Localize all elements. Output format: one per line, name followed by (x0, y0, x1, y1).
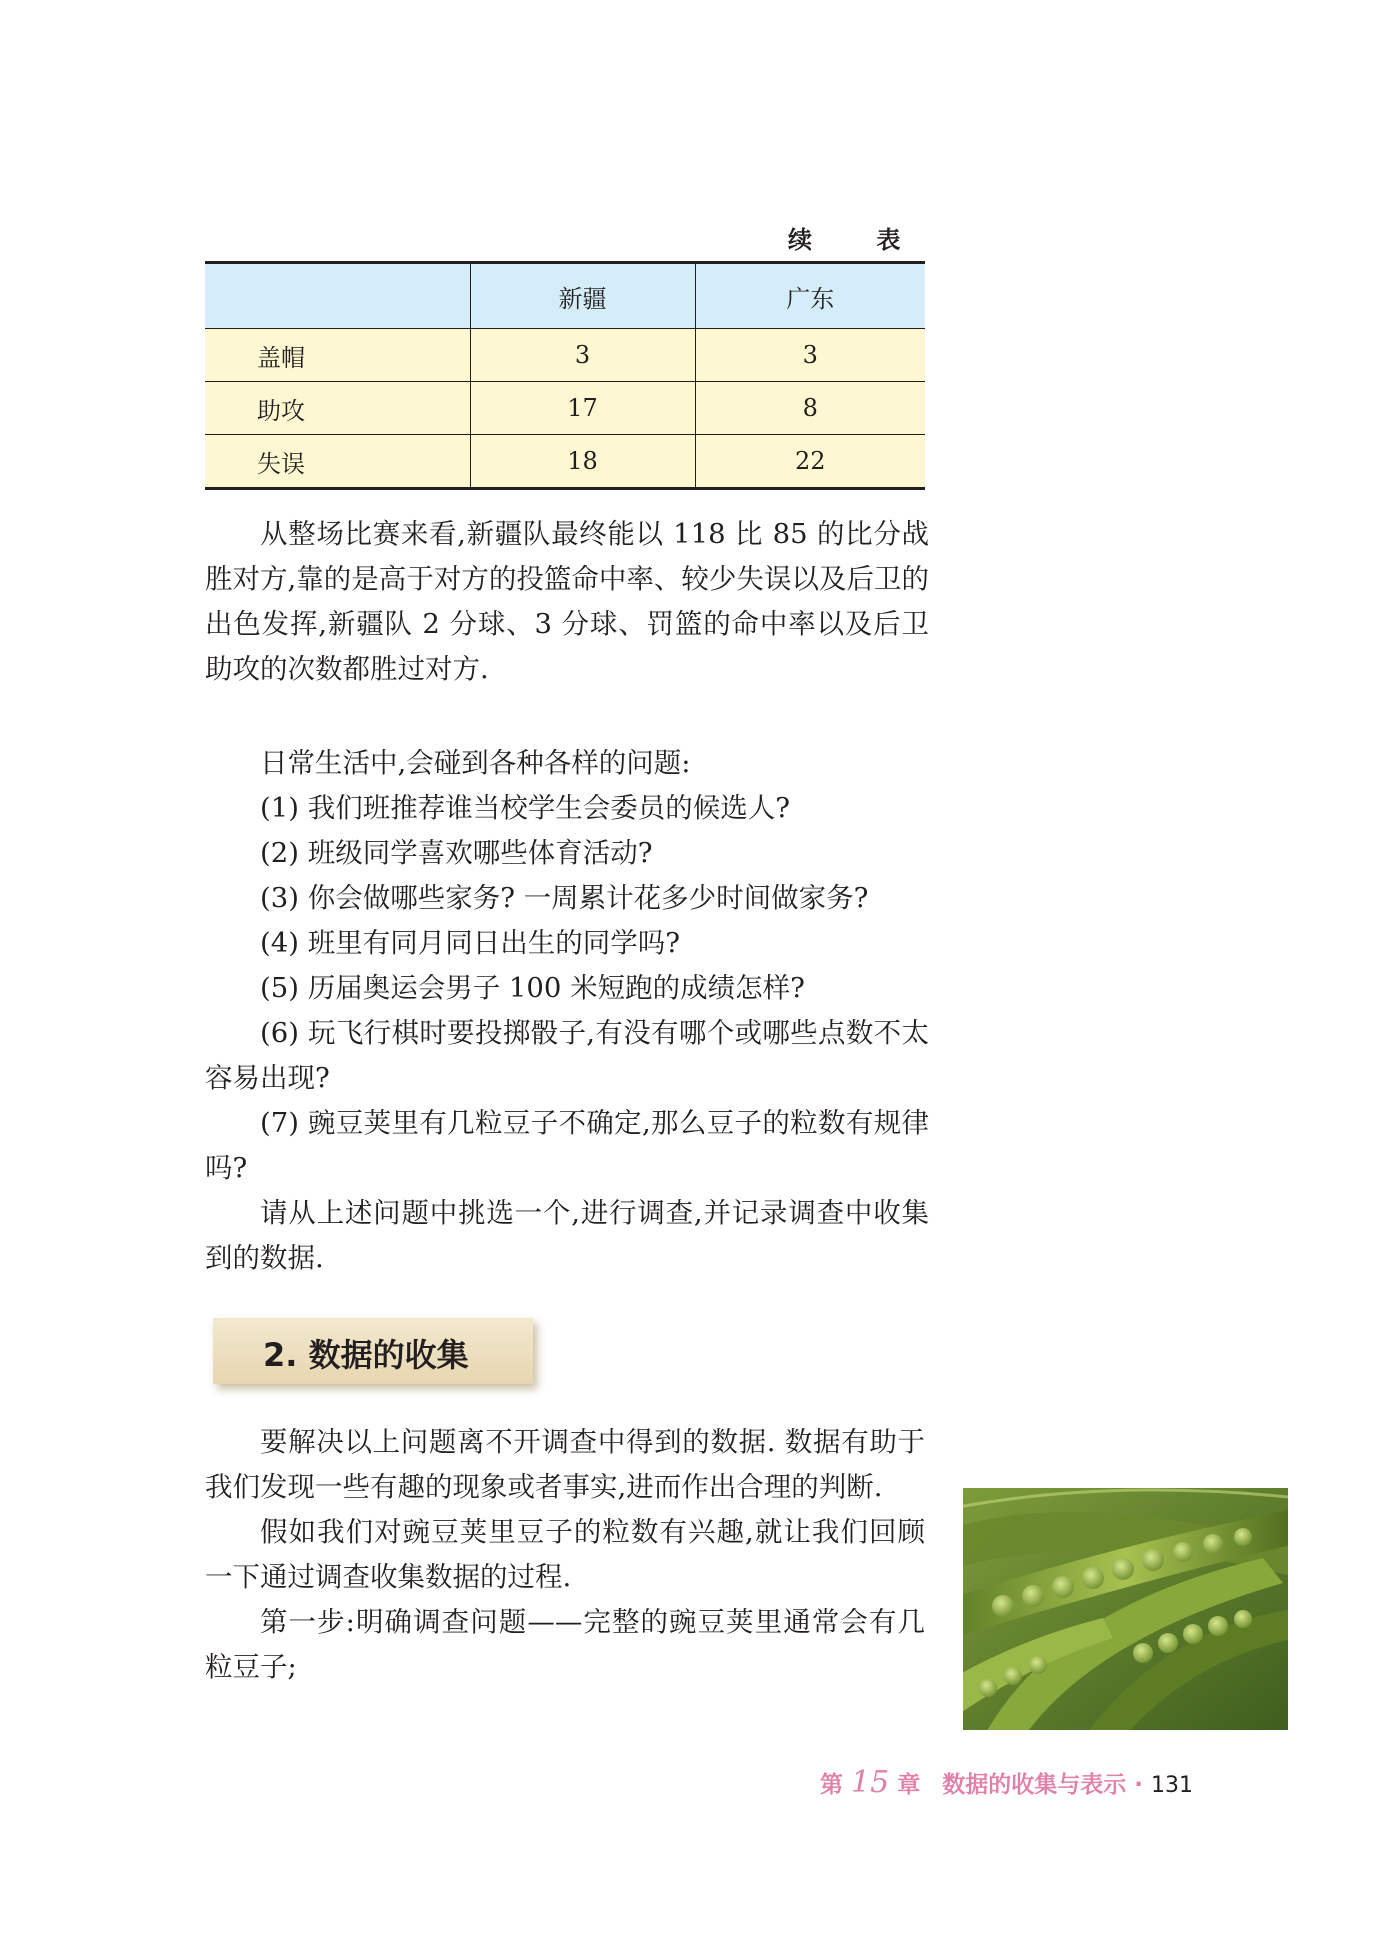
section-paragraph: 要解决以上问题离不开调查中得到的数据. 数据有助于我们发现一些有趣的现象或者事实,进而作出合理的判断. (205, 1426, 925, 1503)
page-number: 131 (1151, 1773, 1193, 1798)
table-cell: 助攻 (257, 396, 305, 425)
pea-pod-photo (963, 1488, 1288, 1730)
table-cell: 18 (470, 435, 695, 489)
table-cell: 3 (695, 329, 925, 382)
question-item: (2) 班级同学喜欢哪些体育活动? (260, 837, 653, 869)
header-cell: 新疆 (470, 263, 695, 329)
table-row (205, 382, 925, 435)
questions-instruction: 请从上述问题中挑选一个,进行调查,并记录调查中收集到的数据. (205, 1197, 929, 1274)
question-item: (6) 玩飞行棋时要投掷骰子,有没有哪个或哪些点数不太容易出现? (205, 1017, 929, 1094)
chapter-number: 15 (851, 1765, 890, 1800)
table-cell: 盖帽 (257, 343, 305, 372)
table-cell: 3 (470, 329, 695, 382)
section-paragraph: 假如我们对豌豆荚里豆子的粒数有兴趣,就让我们回顾一下通过调查收集数据的过程. (205, 1516, 925, 1593)
summary-block (205, 512, 929, 692)
table-row (205, 329, 925, 382)
chapter-title: 数据的收集与表示 · (942, 1772, 1143, 1798)
header-cell: 广东 (695, 263, 925, 329)
section-heading-box (213, 1318, 533, 1384)
table-header-row (205, 263, 925, 329)
questions-block (205, 741, 929, 1281)
table-cell: 17 (470, 382, 695, 435)
questions-intro: 日常生活中,会碰到各种各样的问题: (260, 747, 691, 779)
section-title: 2. 数据的收集 (263, 1336, 469, 1374)
page-footer (820, 1765, 1193, 1800)
question-item: (3) 你会做哪些家务? 一周累计花多少时间做家务? (260, 882, 869, 914)
table-caption: 续 表 (788, 226, 929, 254)
table-row (205, 435, 925, 489)
section-paragraph: 第一步:明确调查问题——完整的豌豆荚里通常会有几粒豆子; (205, 1606, 925, 1683)
question-item: (5) 历届奥运会男子 100 米短跑的成绩怎样? (260, 972, 805, 1004)
question-item: (4) 班里有同月同日出生的同学吗? (260, 927, 680, 959)
stats-table (205, 261, 925, 490)
chapter-prefix: 第 (820, 1772, 843, 1798)
table-cell: 8 (695, 382, 925, 435)
question-item: (7) 豌豆荚里有几粒豆子不确定,那么豆子的粒数有规律吗? (205, 1107, 929, 1184)
table-cell: 失误 (257, 449, 305, 478)
table-cell: 22 (695, 435, 925, 489)
chapter-suffix: 章 (897, 1772, 921, 1798)
header-cell (205, 263, 470, 329)
section-body (205, 1420, 925, 1690)
question-item: (1) 我们班推荐谁当校学生会委员的候选人? (260, 792, 790, 824)
summary-paragraph: 从整场比赛来看,新疆队最终能以 118 比 85 的比分战胜对方,靠的是高于对方的投篮命中率、较少失误以及后卫的出色发挥,新疆队 2 分球、3 分球、罚篮的命中率以及后卫助攻的次数都胜过对方. (205, 518, 929, 685)
